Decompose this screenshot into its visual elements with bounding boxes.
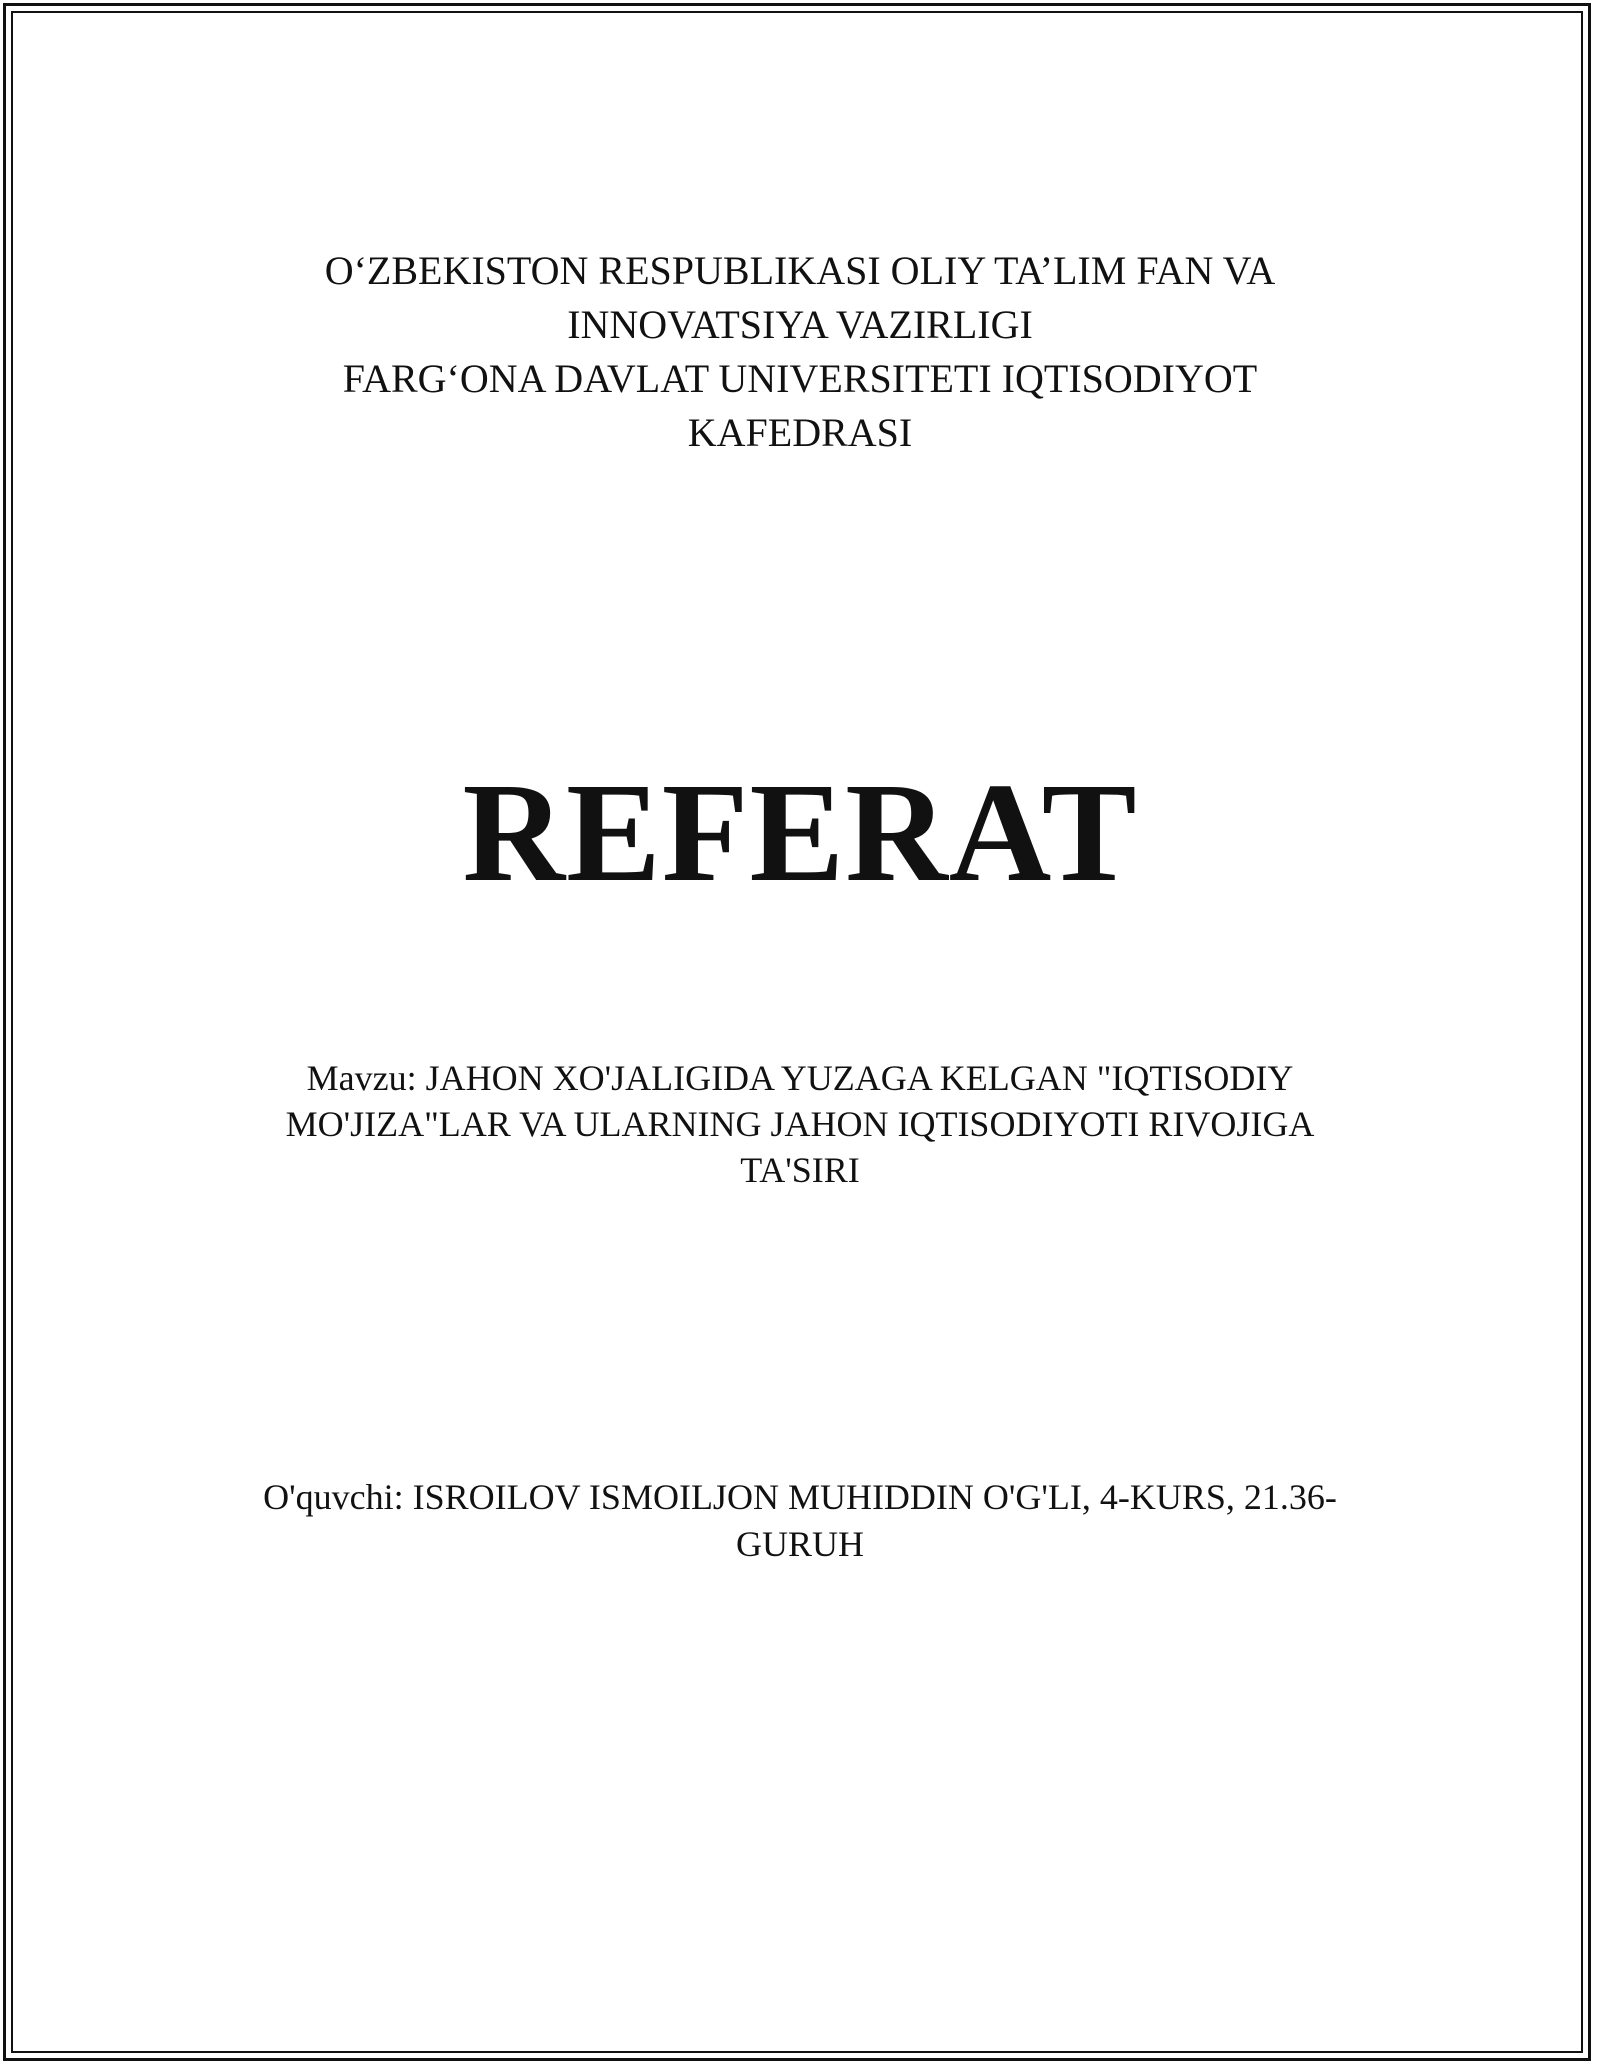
topic-line-2: MO'JIZA"LAR VA ULARNING JAHON IQTISODIYOTI RIVOJIGA xyxy=(285,1104,1315,1144)
student-line-1: O'quvchi: ISROILOV ISMOILJON MUHIDDIN O'G'LI, 4-KURS, 21.36- xyxy=(263,1477,1337,1517)
header-line-4: KAFEDRASI xyxy=(687,410,913,455)
institution-header xyxy=(200,244,1400,460)
student-block xyxy=(200,1474,1400,1568)
header-line-2: INNOVATSIYA VAZIRLIGI xyxy=(567,302,1033,347)
header-line-3: FARG‘ONA DAVLAT UNIVERSITETI IQTISODIYOT xyxy=(342,356,1258,401)
header-line-1: O‘ZBEKISTON RESPUBLIKASI OLIY TA’LIM FAN VA xyxy=(324,248,1276,293)
topic-line-3: TA'SIRI xyxy=(740,1150,860,1190)
topic-block xyxy=(200,1055,1400,1193)
document-title: REFERAT xyxy=(462,753,1138,911)
topic-line-1: Mavzu: JAHON XO'JALIGIDA YUZAGA KELGAN "IQTISODIY xyxy=(306,1058,1294,1098)
student-line-2: GURUH xyxy=(735,1524,864,1564)
